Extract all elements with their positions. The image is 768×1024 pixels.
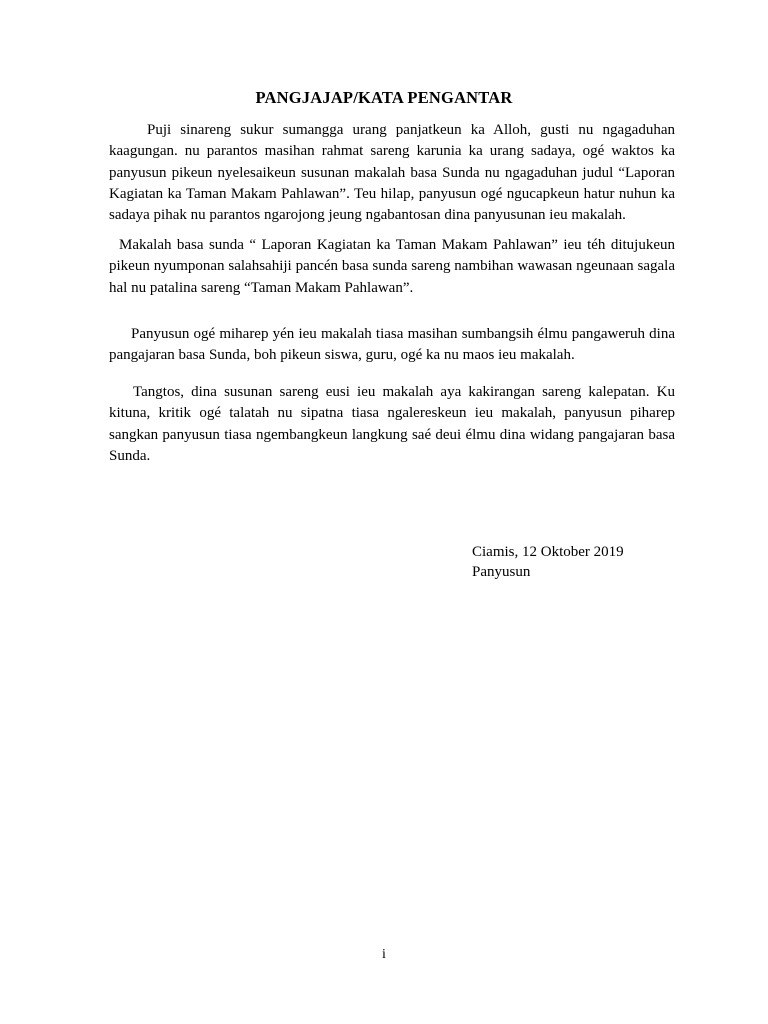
paragraph-hope: Panyusun ogé miharep yén ieu makalah tiasa masihan sumbangsih élmu pangaweruh dina pangajaran basa Sunda, boh pikeun siswa, guru, ogé ka nu maos ieu makalah.: [109, 326, 675, 364]
page-number: i: [382, 947, 386, 962]
signature-block: [472, 542, 624, 582]
paragraph-gratitude: Puji sinareng sukur sumangga urang panjatkeun ka Alloh, gusti nu ngagaduhan kaagungan. nu parantos masihan rahmat sareng karunia ka urang sadaya, ogé waktos ka panyusun pikeun nyelesaikeun susunan makalah basa Sunda nu ngagaduhan judul “Laporan Kagiatan ka Taman Makam Pahlawan”. Teu hilap, panyusun ogé ngucapkeun hatur nuhun ka sadaya pihak nu parantos ngarojong jeung ngabantosan dina panyusunan ieu makalah.: [109, 122, 675, 224]
signature-author: Panyusun: [472, 564, 531, 580]
page-title: PANGJAJAP/KATA PENGANTAR: [255, 88, 513, 107]
paragraph-purpose: Makalah basa sunda “ Laporan Kagiatan ka Taman Makam Pahlawan” ieu téh ditujukeun pikeun nyumponan salahsahiji pancén basa sunda sareng nambihan wawasan ngeunaan sagala hal nu patalina sareng “Taman Makam Pahlawan”.: [109, 237, 675, 296]
paragraph-closing: Tangtos, dina susunan sareng eusi ieu makalah aya kakirangan sareng kalepatan. Ku kituna, kritik ogé talatah nu sipatna tiasa ngalereskeun ieu makalah, panyusun piharep sangkan panyusun tiasa ngembangkeun langkung saé deui élmu dina widang pangajaran basa Sunda.: [109, 384, 675, 464]
signature-place-date: Ciamis, 12 Oktober 2019: [472, 544, 624, 560]
